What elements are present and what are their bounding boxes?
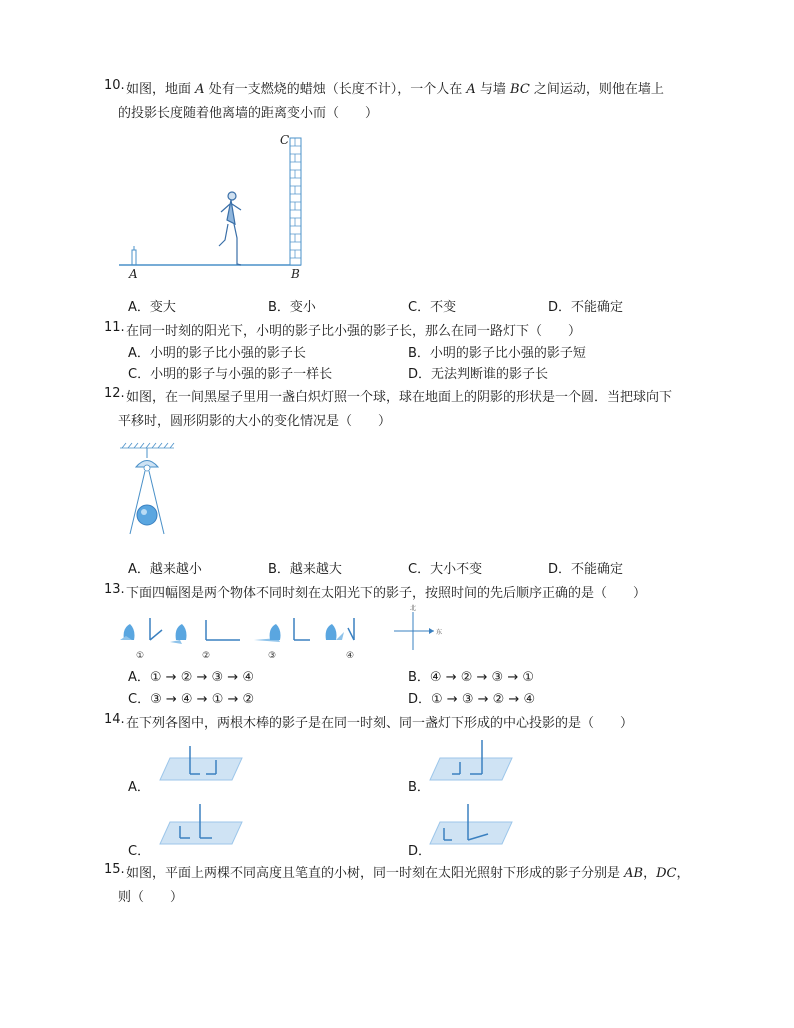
q14-stem: 在下列各图中，两根木棒的影子是在同一时刻、同一盏灯下形成的中心投影的是（ ）: [126, 716, 634, 731]
q15-stem-line1: [126, 862, 690, 881]
bulb-icon: [144, 465, 150, 471]
q10-option-a[interactable]: A．变大: [128, 300, 176, 315]
q10-var: BC: [510, 82, 530, 97]
panel-label-1: ①: [136, 651, 145, 661]
q14-option-c[interactable]: C．: [128, 844, 151, 859]
panel-label-4: ④: [346, 651, 355, 661]
q10-stem-line1: [126, 78, 664, 97]
running-person-icon: [219, 192, 241, 265]
shadow-panel-2: [170, 620, 240, 661]
ground-plane: [430, 758, 512, 780]
q12-figure: [118, 440, 178, 540]
q14-figure-c: [160, 800, 250, 850]
q14-option-a[interactable]: A．: [128, 780, 150, 795]
q10-text: 如图，地面: [126, 82, 192, 97]
label-b: B: [291, 267, 300, 281]
q15-var: AB: [624, 866, 644, 881]
q10-figure: [115, 128, 315, 288]
shadow-panel-1: [120, 618, 162, 661]
tree-shadow: [336, 632, 344, 640]
q12-stem-line1: 如图，在一间黑屋子里用一盏白炽灯照一个球，球在地面上的阴影的形状是一个圆．当把球向下: [126, 390, 673, 405]
q15-number: 15.: [104, 862, 125, 877]
q11-number: 11.: [104, 320, 125, 335]
q11-option-b[interactable]: B．小明的影子比小强的影子短: [408, 346, 586, 361]
q11-option-a[interactable]: A．小明的影子比小强的影子长: [128, 346, 306, 361]
ceiling-hatch: [120, 443, 174, 448]
q15-punct: ，: [643, 866, 657, 881]
q10-stem-line2: 的投影长度随着他离墙的距离变小而（ ）: [118, 106, 379, 121]
q10-option-b[interactable]: B．变小: [268, 300, 316, 315]
q12-option-c[interactable]: C．大小不变: [408, 562, 483, 577]
q13-stem: 下面四幅图是两个物体不同时刻在太阳光下的影子，按照时间的先后顺序正确的是（ ）: [126, 586, 647, 601]
ground-plane: [160, 758, 242, 780]
ball-icon: [137, 505, 157, 525]
q14-figure-a: [160, 740, 250, 784]
q15-punct: ，: [676, 866, 690, 881]
tree-icon: [176, 624, 187, 640]
panel-label-2: ②: [202, 651, 211, 661]
q11-option-c[interactable]: C．小明的影子与小强的影子一样长: [128, 367, 333, 382]
q11-option-d[interactable]: D．无法判断谁的影子长: [408, 367, 549, 382]
q14-option-b[interactable]: B．: [408, 780, 430, 795]
q14-option-d[interactable]: D．: [408, 844, 432, 859]
q10-text: 处有一支燃烧的蜡烛（长度不计），一个人在: [208, 82, 463, 97]
q10-number: 10.: [104, 78, 125, 93]
ball-highlight: [141, 509, 147, 515]
pole-shadow: [150, 630, 162, 640]
q12-option-d[interactable]: D．不能确定: [548, 562, 624, 577]
q13-option-d[interactable]: D．① → ③ → ② → ④: [408, 692, 536, 707]
q13-option-a[interactable]: A．① → ② → ③ → ④: [128, 670, 254, 685]
q14-number: 14.: [104, 712, 125, 727]
ground-plane: [160, 822, 242, 844]
q10-var: A: [195, 82, 205, 97]
q13-figure: [118, 604, 458, 664]
shadow-panel-3: [254, 618, 310, 661]
q14-figure-b: [430, 734, 520, 784]
ground-plane: [430, 822, 512, 844]
east-arrow-icon: [429, 628, 434, 634]
q12-number: 12.: [104, 386, 125, 401]
compass-icon: [394, 604, 442, 650]
north-label: 北: [410, 605, 417, 612]
shadow-panel-4: [326, 618, 354, 661]
label-a: A: [129, 267, 138, 281]
q10-option-c[interactable]: C．不变: [408, 300, 457, 315]
q15-stem-line2: 则（ ）: [118, 890, 184, 905]
tree-shadow: [170, 640, 182, 644]
q13-number: 13.: [104, 582, 125, 597]
east-label: 东: [436, 629, 443, 636]
q10-text: 之间运动，则他在墙上: [533, 82, 664, 97]
pole-shadow: [348, 628, 354, 640]
panel-label-3: ③: [268, 651, 277, 661]
q12-stem-line2: 平移时，圆形阴影的大小的变化情况是（ ）: [118, 414, 392, 429]
label-c: C: [280, 133, 290, 147]
q13-option-b[interactable]: B．④ → ② → ③ → ①: [408, 670, 535, 685]
tree-icon: [326, 624, 337, 640]
q12-option-a[interactable]: A．越来越小: [128, 562, 202, 577]
candle-icon: [132, 250, 136, 265]
q13-option-c[interactable]: C．③ → ④ → ① → ②: [128, 692, 255, 707]
brick-wall: [290, 138, 301, 265]
q15-var: DC: [656, 866, 677, 881]
tree-icon: [270, 624, 281, 640]
q11-stem: 在同一时刻的阳光下，小明的影子比小强的影子长，那么在同一路灯下（ ）: [126, 324, 582, 339]
q15-text: 如图，平面上两棵不同高度且笔直的小树，同一时刻在太阳光照射下形成的影子分别是: [126, 866, 621, 881]
q10-option-d[interactable]: D．不能确定: [548, 300, 624, 315]
q10-text: 与墙: [479, 82, 506, 97]
q10-var: A: [466, 82, 476, 97]
q12-option-b[interactable]: B．越来越大: [268, 562, 342, 577]
q14-figure-d: [430, 800, 520, 850]
